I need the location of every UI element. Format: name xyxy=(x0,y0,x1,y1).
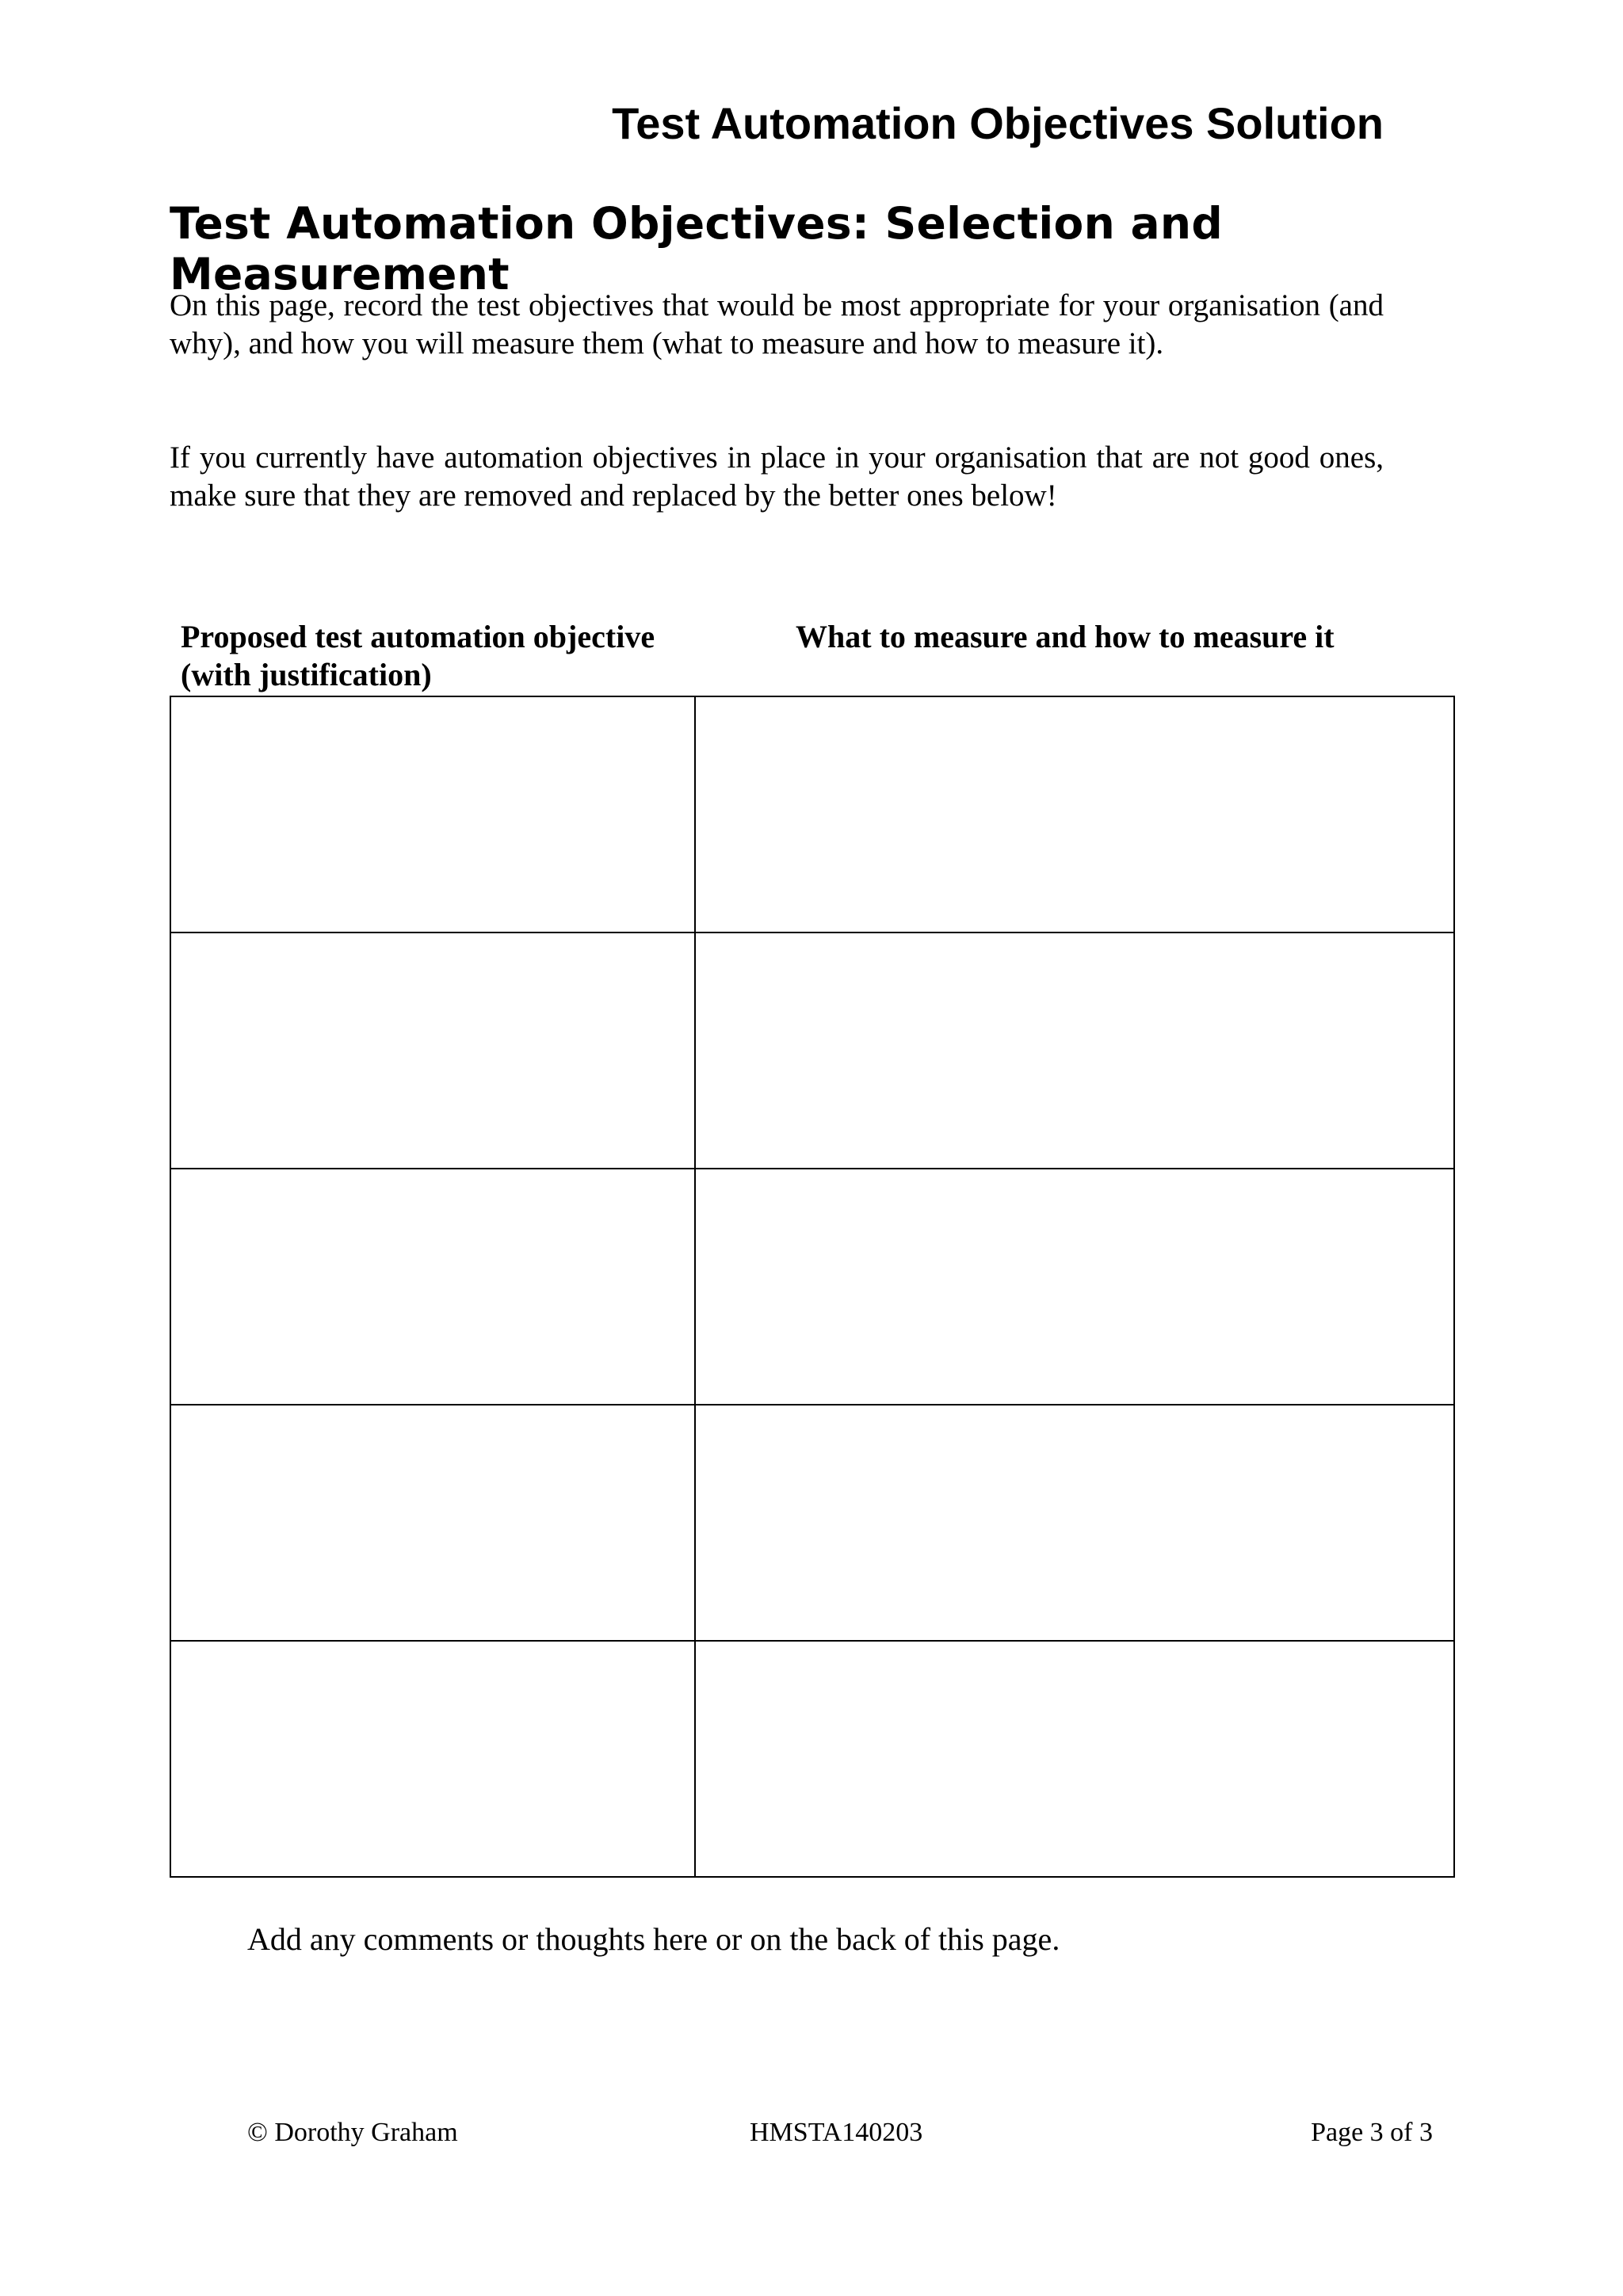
table-row xyxy=(170,1641,1454,1877)
footer-document-code: HMSTA140203 xyxy=(750,2118,923,2147)
table-row xyxy=(170,933,1454,1169)
objectives-table xyxy=(170,696,1455,1878)
objective-cell[interactable] xyxy=(170,933,695,1169)
measurement-cell[interactable] xyxy=(695,1169,1454,1405)
measurement-cell[interactable] xyxy=(695,933,1454,1169)
objective-cell[interactable] xyxy=(170,696,695,933)
table-row xyxy=(170,1405,1454,1641)
table-row xyxy=(170,1169,1454,1405)
measurement-cell[interactable] xyxy=(695,696,1454,933)
comment-note: Add any comments or thoughts here or on the back of this page. xyxy=(247,1921,1060,1957)
page-header-title: Test Automation Objectives Solution xyxy=(612,98,1384,148)
column-heading-measurement: What to measure and how to measure it xyxy=(796,619,1335,654)
section-title: Test Automation Objectives: Selection and Measurement xyxy=(170,198,1224,299)
column-heading-objective: Proposed test automation objective (with justification) xyxy=(181,619,655,692)
replacement-note-paragraph: If you currently have automation objectives in place in your organisation that are not good ones, make sure that they are removed and replaced by the better ones below! xyxy=(170,441,1384,513)
objective-cell[interactable] xyxy=(170,1169,695,1405)
measurement-cell[interactable] xyxy=(695,1641,1454,1877)
table-row xyxy=(170,696,1454,933)
footer-copyright: © Dorothy Graham xyxy=(247,2118,458,2147)
measurement-cell[interactable] xyxy=(695,1405,1454,1641)
footer-page-number: Page 3 of 3 xyxy=(1311,2118,1433,2147)
objective-cell[interactable] xyxy=(170,1641,695,1877)
instructions-paragraph: On this page, record the test objectives that would be most appropriate for your organisation (and why), and how you will measure them (what to measure and how to measure it). xyxy=(170,288,1384,360)
objective-cell[interactable] xyxy=(170,1405,695,1641)
